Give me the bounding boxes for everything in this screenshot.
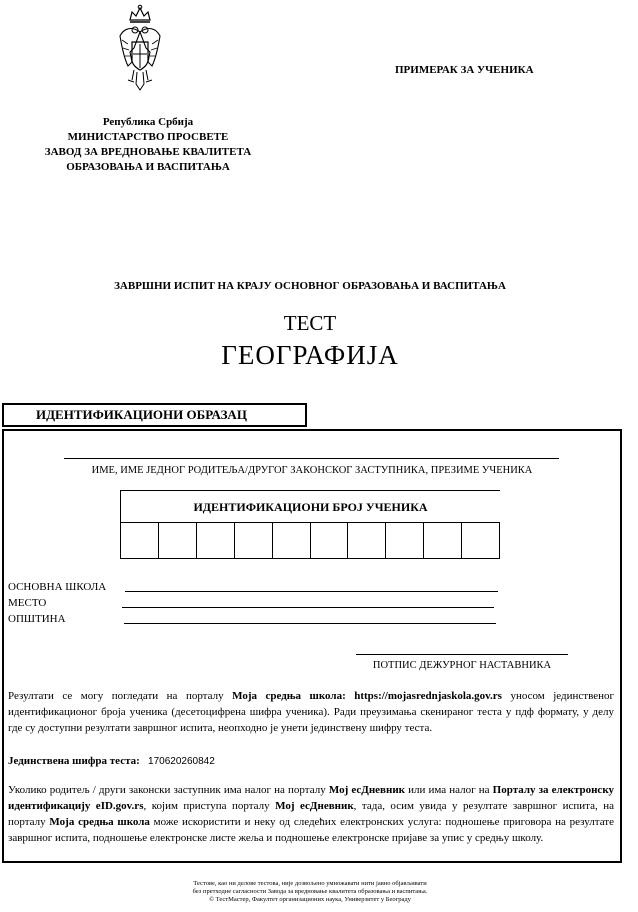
test-heading: ТЕСТ xyxy=(283,311,337,335)
school-line xyxy=(125,591,498,592)
institute-name-line2: ОБРАЗОВАЊА И ВАСПИТАЊА xyxy=(66,161,230,173)
signature-line xyxy=(356,654,568,655)
test-code-label: Јединствена шифра теста: xyxy=(8,755,140,767)
eservices-text-part: или има налог на xyxy=(405,784,493,796)
id-number-box xyxy=(120,490,500,559)
results-portal-link: Моја средња школа: https://mojasrednjaskola.gov.rs xyxy=(232,690,502,702)
id-digit-cell xyxy=(461,522,500,559)
eservices-text-part: , којим приступа порталу xyxy=(143,800,276,812)
eservices-portal-name: Мој есДневник xyxy=(328,784,405,796)
eservices-text-part: може искористити и неку од следећих електронских услуга: подношење приговора на резултате завршног испита, подношење електронске листе жеља и подношење електронске пријаве за упис у средњу школу. xyxy=(8,816,614,844)
institute-name-line1: ЗАВОД ЗА ВРЕДНОВАЊЕ КВАЛИТЕТА xyxy=(44,146,252,158)
test-code-row xyxy=(8,753,614,770)
test-code-value: 170620260842 xyxy=(148,756,215,767)
school-label: ОСНОВНА ШКОЛА xyxy=(8,581,107,593)
municipality-line xyxy=(124,623,496,624)
name-line xyxy=(64,458,559,459)
eservices-paragraph xyxy=(8,782,614,846)
id-number-cells xyxy=(120,522,500,559)
republic-name: Република Србија xyxy=(102,116,194,128)
footer-line: Тестове, као ни делове тестова, није дозвољено умножавати нити јавно објављивати xyxy=(193,880,427,887)
place-label: МЕСТО xyxy=(8,597,47,609)
name-caption: ИМЕ, ИМЕ ЈЕДНОГ РОДИТЕЉА/ДРУГОГ ЗАКОНСКОГ ЗАСТУПНИКА, ПРЕЗИМЕ УЧЕНИКА xyxy=(91,465,533,476)
id-digit-cell xyxy=(272,522,311,559)
ministry-name: МИНИСТАРСТВО ПРОСВЕТЕ xyxy=(67,131,229,143)
results-text-part: уносом јединственог идентификационог броја ученика (десетоцифрена шифра ученика). Ради преузимања скенираног теста у пдф формату, у делу где су доступни резултати завршног испита, неопходно је унети јединствену шифру теста. xyxy=(8,690,614,734)
id-digit-cell xyxy=(234,522,273,559)
id-number-title: ИДЕНТИФИКАЦИОНИ БРОЈ УЧЕНИКА xyxy=(120,490,500,522)
eservices-text-part: , тада, осим увида у резултате завршног испита, на порталу xyxy=(8,800,614,828)
signature-caption: ПОТПИС ДЕЖУРНОГ НАСТАВНИКА xyxy=(372,660,552,671)
municipality-label: ОПШТИНА xyxy=(8,613,66,625)
school-portal-name: Моја средња школа xyxy=(49,816,150,828)
coat-of-arms-icon xyxy=(118,4,162,98)
id-digit-cell xyxy=(423,522,462,559)
results-text-part: Резултати се могу погледати на порталу xyxy=(8,690,233,702)
id-digit-cell xyxy=(120,522,159,559)
copyright-footer xyxy=(0,880,620,904)
id-digit-cell xyxy=(310,522,349,559)
place-line xyxy=(122,607,494,608)
exam-title: ЗАВРШНИ ИСПИТ НА КРАЈУ ОСНОВНОГ ОБРАЗОВАЊА И ВАСПИТАЊА xyxy=(114,280,506,292)
eservices-portal-name: Мој есДневник xyxy=(275,800,354,812)
results-paragraph xyxy=(8,688,614,736)
eservices-text-part: Уколико родитељ / други законски заступник има налог на порталу xyxy=(8,784,329,796)
subject-heading: ГЕОГРАФИЈА xyxy=(221,340,399,370)
id-digit-cell xyxy=(196,522,235,559)
form-tab-title: ИДЕНТИФИКАЦИОНИ ОБРАЗАЦ xyxy=(2,403,307,427)
footer-line: © ТестМастер, Факултет организационих наука, Универзитет у Београду xyxy=(209,896,411,903)
id-digit-cell xyxy=(158,522,197,559)
eid-portal-name: Порталу за електронску идентификацију eID.gov.rs xyxy=(8,784,614,812)
id-digit-cell xyxy=(385,522,424,559)
copy-label: ПРИМЕРАК ЗА УЧЕНИКА xyxy=(395,64,534,76)
footer-line: без претходне сагласности Завода за вредновање квалитета образовања и васпитања. xyxy=(192,888,428,895)
id-digit-cell xyxy=(347,522,386,559)
